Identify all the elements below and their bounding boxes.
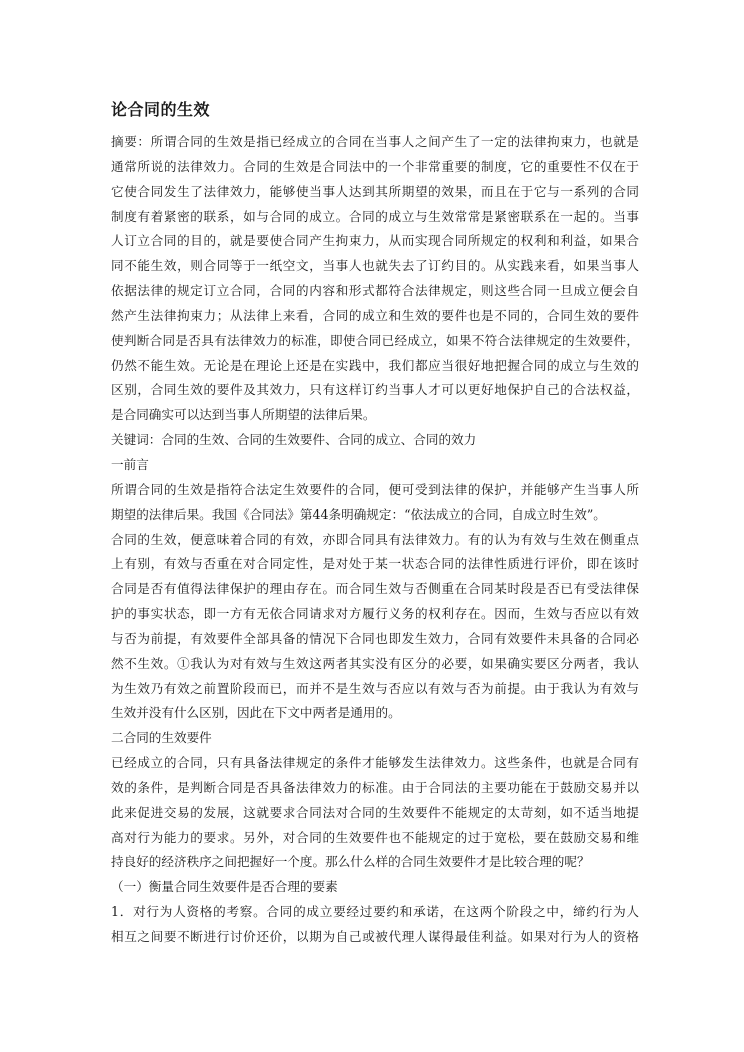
body-text-line: 是合同确实可以达到当事人所期望的法律后果。 xyxy=(111,407,376,423)
body-text-line: 同不能生效，则合同等于一纸空文，当事人也就失去了订约目的。从实践来看，如果当事人 xyxy=(111,258,639,274)
body-text-line: 合同的生效，便意味着合同的有效，亦即合同具有法律效力。有的认为有效与生效在侧重点 xyxy=(111,531,639,547)
body-text-line: 所谓合同的生效是指符合法定生效要件的合同，便可受到法律的保护，并能够产生当事人所 xyxy=(111,481,639,497)
body-text-line: 它使合同发生了法律效力，能够使当事人达到其所期望的效果，而且在于它与一系列的合同 xyxy=(111,183,639,199)
body-text-line: 上有别，有效与否重在对合同定性，是对处于某一状态合同的法律性质进行评价，即在该时 xyxy=(111,556,639,572)
body-text-line: 然不生效。①我认为对有效与生效这两者其实没有区分的必要，如果确实要区分两者，我认 xyxy=(111,655,639,671)
body-text-line: 仍然不能生效。无论是在理论上还是在实践中，我们都应当很好地把握合同的成立与生效的 xyxy=(111,357,639,373)
document-body xyxy=(111,130,639,950)
body-text-line: 摘要：所谓合同的生效是指已经成立的合同在当事人之间产生了一定的法律拘束力，也就是 xyxy=(111,134,639,149)
document-title: 论合同的生效 xyxy=(111,100,211,119)
body-text-line: 与否为前提，有效要件全部具备的情况下合同也即发生效力，合同有效要件未具备的合同必 xyxy=(111,630,639,646)
body-text-line: （一）衡量合同生效要件是否合理的要素 xyxy=(111,879,338,895)
body-text-line: 二合同的生效要件 xyxy=(111,730,212,746)
body-text-line: 1．对行为人资格的考察。合同的成立要经过要约和承诺，在这两个阶段之中，缔约行为人 xyxy=(111,904,639,920)
body-text-line: 区别，合同生效的要件及其效力，只有这样订约当事人才可以更好地保护自己的合法权益， xyxy=(111,382,639,398)
body-text-line: 依据法律的规定订立合同，合同的内容和形式都符合法律规定，则这些合同一旦成立便会自 xyxy=(111,283,639,299)
body-text-line: 相互之间要不断进行讨价还价，以期为自己或被代理人谋得最佳利益。如果对行为人的资格 xyxy=(111,929,639,944)
body-text-line: 高对行为能力的要求。另外，对合同的生效要件也不能规定的过于宽松，要在鼓励交易和维 xyxy=(111,829,639,845)
body-text-line: 此来促进交易的发展，这就要求合同法对合同的生效要件不能规定的太苛刻，如不适当地提 xyxy=(111,804,639,820)
body-text-line: 然产生法律拘束力；从法律上来看，合同的成立和生效的要件也是不同的，合同生效的要件 xyxy=(111,307,639,323)
body-text-line: 制度有着紧密的联系，如与合同的成立。合同的成立与生效常常是紧密联系在一起的。当事 xyxy=(111,208,639,224)
body-text-line: 期望的法律后果。我国《合同法》第44条明确规定：“依法成立的合同，自成立时生效”。 xyxy=(111,506,606,522)
body-text-line: 已经成立的合同，只有具备法律规定的条件才能够发生法律效力。这些条件，也就是合同有 xyxy=(111,755,639,771)
body-text-line: 通常所说的法律效力。合同的生效是合同法中的一个非常重要的制度，它的重要性不仅在于 xyxy=(111,158,639,174)
body-text-line: 一前言 xyxy=(111,456,149,472)
body-text-line: 效的条件，是判断合同是否具备法律效力的标准。由于合同法的主要功能在于鼓励交易并以 xyxy=(111,779,639,795)
body-text-line: 关键词：合同的生效、合同的生效要件、合同的成立、合同的效力 xyxy=(111,432,477,448)
body-text-line: 持良好的经济秩序之间把握好一个度。那么什么样的合同生效要件才是比较合理的呢？ xyxy=(111,854,590,870)
body-text-line: 使判断合同是否具有法律效力的标准，即使合同已经成立，如果不符合法律规定的生效要件， xyxy=(111,332,639,348)
body-text-line: 人订立合同的目的，就是要使合同产生拘束力，从而实现合同所规定的权利和利益，如果合 xyxy=(111,233,639,249)
body-text-line: 护的事实状态，即一方有无依合同请求对方履行义务的权利存在。因而，生效与否应以有效 xyxy=(111,606,639,622)
body-text-line: 合同是否有值得法律保护的理由存在。而合同生效与否侧重在合同某时段是否已有受法律保 xyxy=(111,581,639,597)
body-text-line: 为生效乃有效之前置阶段而已，而并不是生效与否应以有效与否为前提。由于我认为有效与 xyxy=(111,680,639,696)
body-text-line: 生效并没有什么区别，因此在下文中两者是通用的。 xyxy=(111,705,401,721)
